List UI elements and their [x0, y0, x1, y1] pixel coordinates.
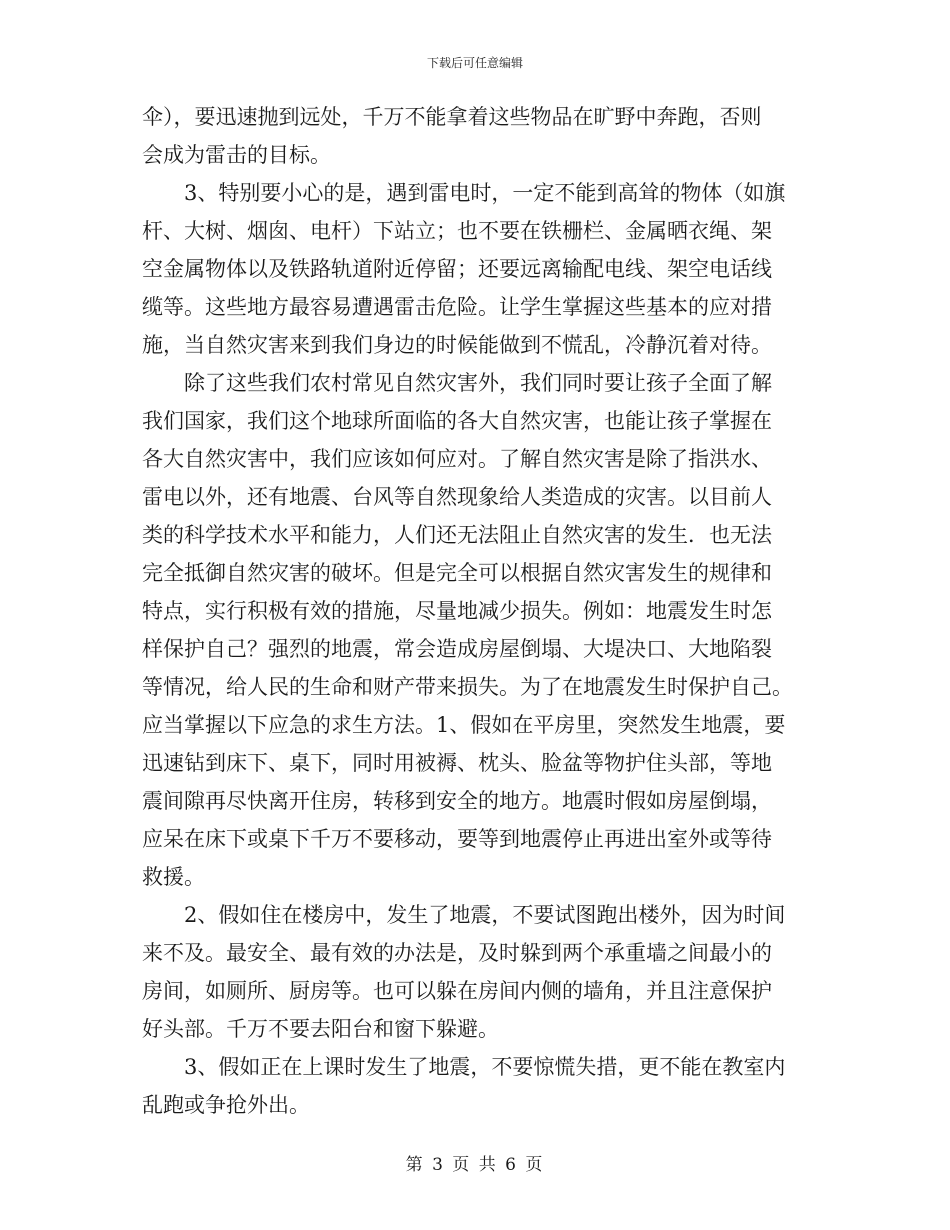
text-line: 2、假如住在楼房中，发生了地震，不要试图跑出楼外，因为时间 — [142, 903, 786, 927]
text-line: 施，当自然灾害来到我们身边的时候能做到不慌乱，冷静沉着对待。 — [142, 333, 772, 357]
text-line: 乱跑或争抢外出。 — [142, 1093, 310, 1117]
text-line: 会成为雷击的目标。 — [142, 143, 331, 167]
text-line: 杆、大树、烟囱、电杆）下站立；也不要在铁栅栏、金属晒衣绳、架 — [142, 219, 772, 243]
text-line: 除了这些我们农村常见自然灾害外，我们同时要让孩子全面了解 — [142, 371, 772, 395]
text-line: 等情况，给人民的生命和财产带来损失。为了在地震发生时保护自己。 — [142, 675, 793, 699]
text-line: 救援。 — [142, 865, 205, 889]
text-line: 3、特别要小心的是，遇到雷电时，一定不能到高耸的物体（如旗 — [142, 181, 786, 205]
text-line: 应呆在床下或桌下千万不要移动，要等到地震停止再进出室外或等待 — [142, 827, 772, 851]
text-line: 类的科学技术水平和能力，人们还无法阻止自然灾害的发生．也无法 — [142, 523, 772, 547]
text-line: 特点，实行积极有效的措施，尽量地减少损失。例如：地震发生时怎 — [142, 599, 772, 623]
text-line: 震间隙再尽快离开住房，转移到安全的地方。地震时假如房屋倒塌， — [142, 789, 772, 813]
document-body — [142, 98, 812, 1124]
page-header: 下载后可任意编辑 — [426, 56, 523, 70]
text-line: 来不及。最安全、最有效的办法是，及时躲到两个承重墙之间最小的 — [142, 941, 772, 965]
text-line: 应当掌握以下应急的求生方法。1、假如在平房里，突然发生地震，要 — [142, 713, 786, 737]
text-line: 我们国家，我们这个地球所面临的各大自然灾害，也能让孩子掌握在 — [142, 409, 772, 433]
text-line: 伞），要迅速抛到远处，千万不能拿着这些物品在旷野中奔跑，否则 — [142, 105, 762, 129]
text-line: 3、假如正在上课时发生了地震，不要惊慌失措，更不能在教室内 — [142, 1055, 786, 1079]
text-line: 样保护自己？强烈的地震，常会造成房屋倒塌、大堤决口、大地陷裂 — [142, 637, 772, 661]
text-line: 空金属物体以及铁路轨道附近停留；还要远离输配电线、架空电话线 — [142, 257, 772, 281]
text-line: 缆等。这些地方最容易遭遇雷击危险。让学生掌握这些基本的应对措 — [142, 295, 772, 319]
text-line: 好头部。千万不要去阳台和窗下躲避。 — [142, 1017, 499, 1041]
page-number: 第 3 页 共 6 页 — [405, 1155, 545, 1175]
text-line: 房间，如厕所、厨房等。也可以躲在房间内侧的墙角，并且注意保护 — [142, 979, 772, 1003]
text-line: 雷电以外，还有地震、台风等自然现象给人类造成的灾害。以目前人 — [142, 485, 772, 509]
text-line: 各大自然灾害中，我们应该如何应对。了解自然灾害是除了指洪水、 — [142, 447, 772, 471]
text-line: 完全抵御自然灾害的破坏。但是完全可以根据自然灾害发生的规律和 — [142, 561, 772, 585]
text-line: 迅速钻到床下、桌下，同时用被褥、枕头、脸盆等物护住头部，等地 — [142, 751, 772, 775]
